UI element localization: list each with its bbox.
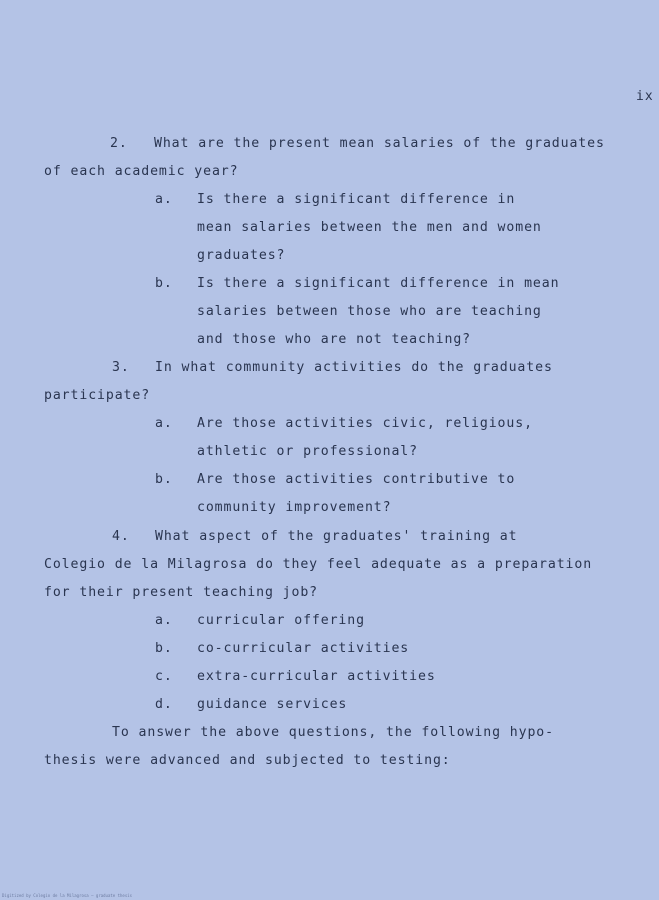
q4b-label: b. (155, 641, 173, 656)
q2a-line-2: mean salaries between the men and women (197, 220, 542, 235)
q2b-line-2: salaries between those who are teaching (197, 304, 542, 319)
closing-line-2: thesis were advanced and subjected to testing: (44, 753, 451, 768)
q3b-label: b. (155, 472, 173, 487)
q4c-text: extra-curricular activities (197, 669, 436, 684)
q3-number: 3. (112, 360, 130, 375)
q4-line-1: What aspect of the graduates' training at (155, 529, 518, 544)
q4d-text: guidance services (197, 697, 348, 712)
q3b-line-1: Are those activities contributive to (197, 472, 516, 487)
q4d-label: d. (155, 697, 173, 712)
q2a-label: a. (155, 192, 173, 207)
q3-line-1: In what community activities do the graduates (155, 360, 553, 375)
q2b-line-1: Is there a significant difference in mean (197, 276, 560, 291)
q3b-line-2: community improvement? (197, 500, 392, 515)
page-number: ix (636, 89, 654, 104)
q3a-label: a. (155, 416, 173, 431)
q3a-line-2: athletic or professional? (197, 444, 418, 459)
q2a-line-1: Is there a significant difference in (197, 192, 516, 207)
q2a-line-3: graduates? (197, 248, 286, 263)
q4a-text: curricular offering (197, 613, 365, 628)
footer-watermark: Digitized by Colegio de la Milagrosa — graduate thesis (2, 893, 133, 898)
q2b-line-3: and those who are not teaching? (197, 332, 472, 347)
q4-number: 4. (112, 529, 130, 544)
closing-line-1: To answer the above questions, the following hypo- (112, 725, 554, 740)
q4-line-2: Colegio de la Milagrosa do they feel adequate as a preparation (44, 557, 593, 572)
q4b-text: co-curricular activities (197, 641, 410, 656)
q3a-line-1: Are those activities civic, religious, (197, 416, 533, 431)
q2-number: 2. (110, 136, 128, 151)
q2b-label: b. (155, 276, 173, 291)
q4c-label: c. (155, 669, 173, 684)
q4a-label: a. (155, 613, 173, 628)
q2-line-1: What are the present mean salaries of the graduates (154, 136, 605, 151)
q2-line-2: of each academic year? (44, 164, 239, 179)
q4-line-3: for their present teaching job? (44, 585, 319, 600)
q3-line-2: participate? (44, 388, 151, 403)
